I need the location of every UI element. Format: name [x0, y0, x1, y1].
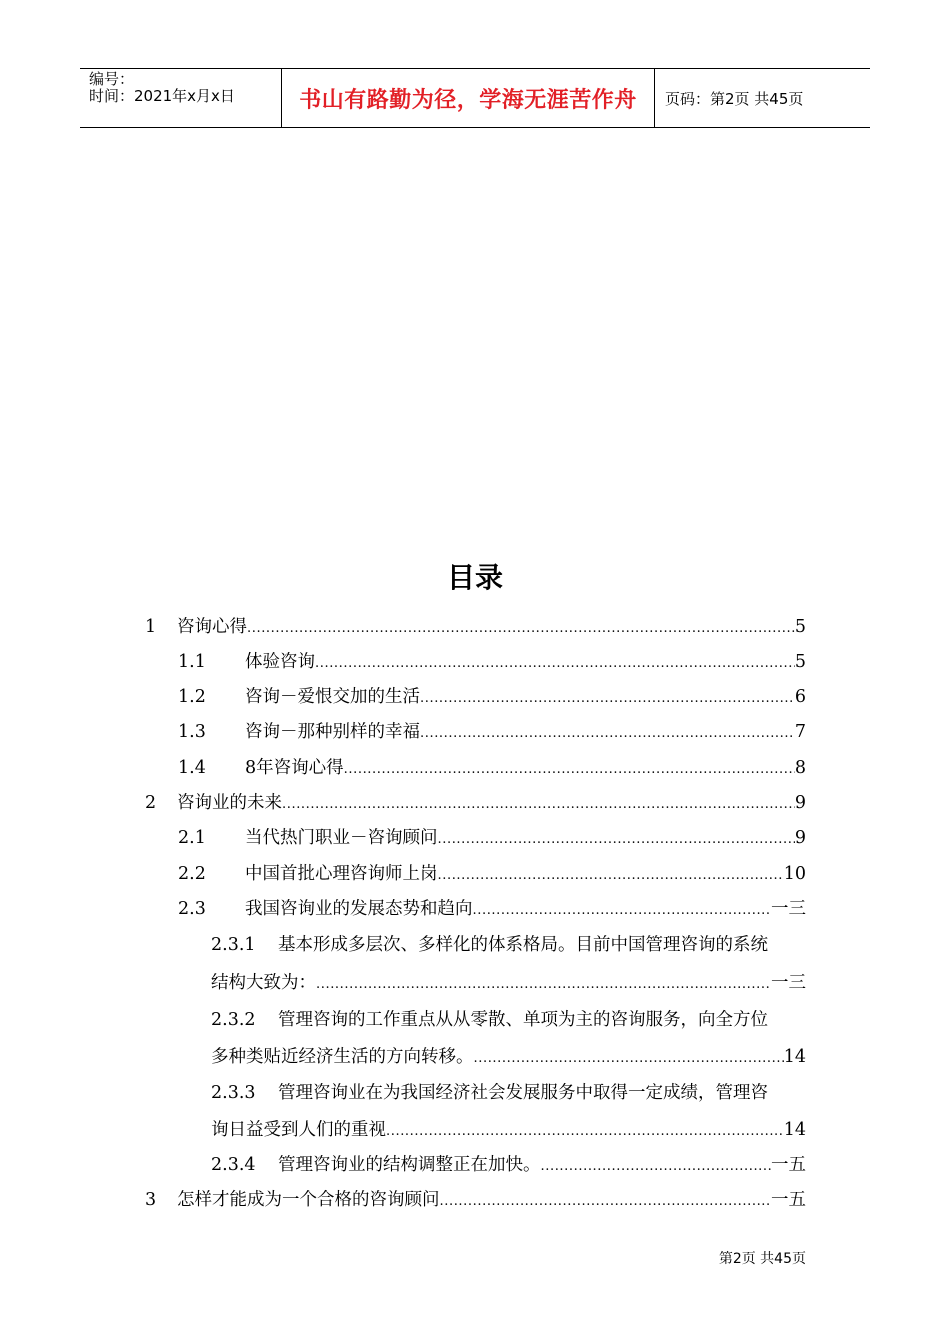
toc-entry-number: 2.1	[178, 828, 206, 848]
toc-entry-page: 一五	[771, 1190, 806, 1210]
toc-entry-text-cont: 结构大致为：	[211, 973, 316, 993]
time-label: 时间：2021年x月x日	[89, 87, 235, 105]
toc-entry-text: 管理咨询业在为我国经济社会发展服务中取得一定成绩，管理咨	[278, 1083, 768, 1103]
toc-leader-dots	[473, 891, 772, 929]
toc-entry-page: 9	[794, 793, 806, 813]
toc-entry-number: 2.3	[178, 899, 206, 919]
toc-entry-text: 咨询业的未来	[177, 793, 282, 813]
toc-entry-number: 2.3.2	[211, 1010, 256, 1030]
toc-entry-text: 8年咨询心得	[245, 758, 344, 778]
toc-entry-text: 咨询－那种别样的幸福	[245, 722, 420, 742]
header-motto: 书山有路勤为径，学海无涯苦作舟	[299, 87, 637, 113]
toc-entry-text: 基本形成多层次、多样化的体系格局。目前中国管理咨询的系统	[278, 935, 768, 955]
toc-entry-1-4[interactable]	[178, 750, 806, 786]
page-header	[80, 68, 870, 128]
toc-entry-2-3-1-line1[interactable]	[211, 927, 806, 963]
toc-entry-text: 管理咨询的工作重点从从零散、单项为主的咨询服务，向全方位	[278, 1010, 768, 1030]
toc-entry-text: 当代热门职业－咨询顾问	[245, 828, 438, 848]
toc-entry-number: 2.2	[178, 864, 206, 884]
toc-entry-text: 咨询－爱恨交加的生活	[245, 687, 420, 707]
toc-entry-text: 管理咨询业的结构调整正在加快。	[278, 1155, 541, 1175]
toc-entry-page: 8	[794, 758, 806, 778]
toc-entry-page: 9	[794, 828, 806, 848]
toc-entry-2[interactable]	[145, 785, 806, 821]
header-meta	[80, 69, 282, 127]
toc-entry-page: 一三	[771, 973, 806, 993]
toc-entry-2-2[interactable]	[178, 856, 806, 892]
toc-entry-number: 1.3	[178, 722, 206, 742]
toc-entry-page: 14	[783, 1047, 806, 1067]
toc-entry-1[interactable]	[145, 609, 806, 645]
toc-entry-number: 1.4	[178, 758, 206, 778]
toc-entry-1-3[interactable]	[178, 714, 806, 750]
header-motto-cell	[282, 69, 655, 127]
toc-entry-text: 怎样才能成为一个合格的咨询顾问	[177, 1190, 440, 1210]
toc-entry-page: 7	[794, 722, 806, 742]
toc-entry-page: 一五	[771, 1155, 806, 1175]
toc-entry-1-1[interactable]	[178, 644, 806, 680]
toc-leader-dots	[420, 714, 795, 752]
toc-entry-number: 1.1	[178, 652, 206, 672]
toc-entry-2-3[interactable]	[178, 891, 806, 927]
toc-entry-text: 体验咨询	[245, 652, 315, 672]
toc-entry-number: 2.3.4	[211, 1155, 256, 1175]
page-footer: 第2页 共45页	[718, 1251, 806, 1267]
toc-leader-dots	[282, 785, 795, 823]
header-page-info-text: 页码：第2页 共45页	[665, 89, 804, 108]
toc-entry-2-3-2-line1[interactable]	[211, 1002, 806, 1038]
number-label: 编号：	[89, 70, 135, 88]
toc-entry-page: 6	[794, 687, 806, 707]
toc-entry-page: 14	[783, 1120, 806, 1140]
toc-leader-dots	[315, 644, 795, 682]
toc-entry-2-3-2-line2[interactable]	[211, 1039, 806, 1075]
toc-entry-text: 我国咨询业的发展态势和趋向	[245, 899, 473, 919]
toc-entry-number: 2.3.1	[211, 935, 256, 955]
toc-leader-dots	[474, 1039, 784, 1077]
toc-entry-2-3-4[interactable]	[211, 1147, 806, 1183]
toc-leader-dots	[438, 820, 795, 858]
toc-entry-3[interactable]	[145, 1182, 806, 1218]
header-page-info	[655, 69, 870, 127]
toc-leader-dots	[420, 679, 795, 717]
toc-entry-2-3-3-line2[interactable]	[211, 1112, 806, 1148]
toc-entry-number: 2.3.3	[211, 1083, 256, 1103]
toc-entry-number: 2	[145, 793, 157, 813]
toc-entry-text-cont: 多种类贴近经济生活的方向转移。	[211, 1047, 474, 1067]
toc-entry-text-cont: 询日益受到人们的重视	[211, 1120, 386, 1140]
toc-entry-2-3-1-line2[interactable]	[211, 965, 806, 1001]
toc-leader-dots	[316, 965, 771, 1003]
toc-leader-dots	[438, 856, 784, 894]
toc-entry-page: 一三	[771, 899, 806, 919]
toc-entry-number: 3	[145, 1190, 157, 1210]
toc-entry-page: 10	[783, 864, 806, 884]
toc-entry-number: 1	[145, 617, 157, 637]
toc-leader-dots	[541, 1147, 772, 1185]
toc-entry-page: 5	[794, 617, 806, 637]
toc-title: 目录	[446, 561, 503, 594]
toc-leader-dots	[386, 1112, 784, 1150]
toc-entry-text: 咨询心得	[177, 617, 247, 637]
toc-entry-number: 1.2	[178, 687, 206, 707]
toc-entry-text: 中国首批心理咨询师上岗	[245, 864, 438, 884]
toc-leader-dots	[247, 609, 795, 647]
toc-entry-2-1[interactable]	[178, 820, 806, 856]
toc-entry-1-2[interactable]	[178, 679, 806, 715]
toc-entry-2-3-3-line1[interactable]	[211, 1075, 806, 1111]
toc-leader-dots	[440, 1182, 772, 1220]
toc-entry-page: 5	[794, 652, 806, 672]
toc-leader-dots	[344, 750, 795, 788]
